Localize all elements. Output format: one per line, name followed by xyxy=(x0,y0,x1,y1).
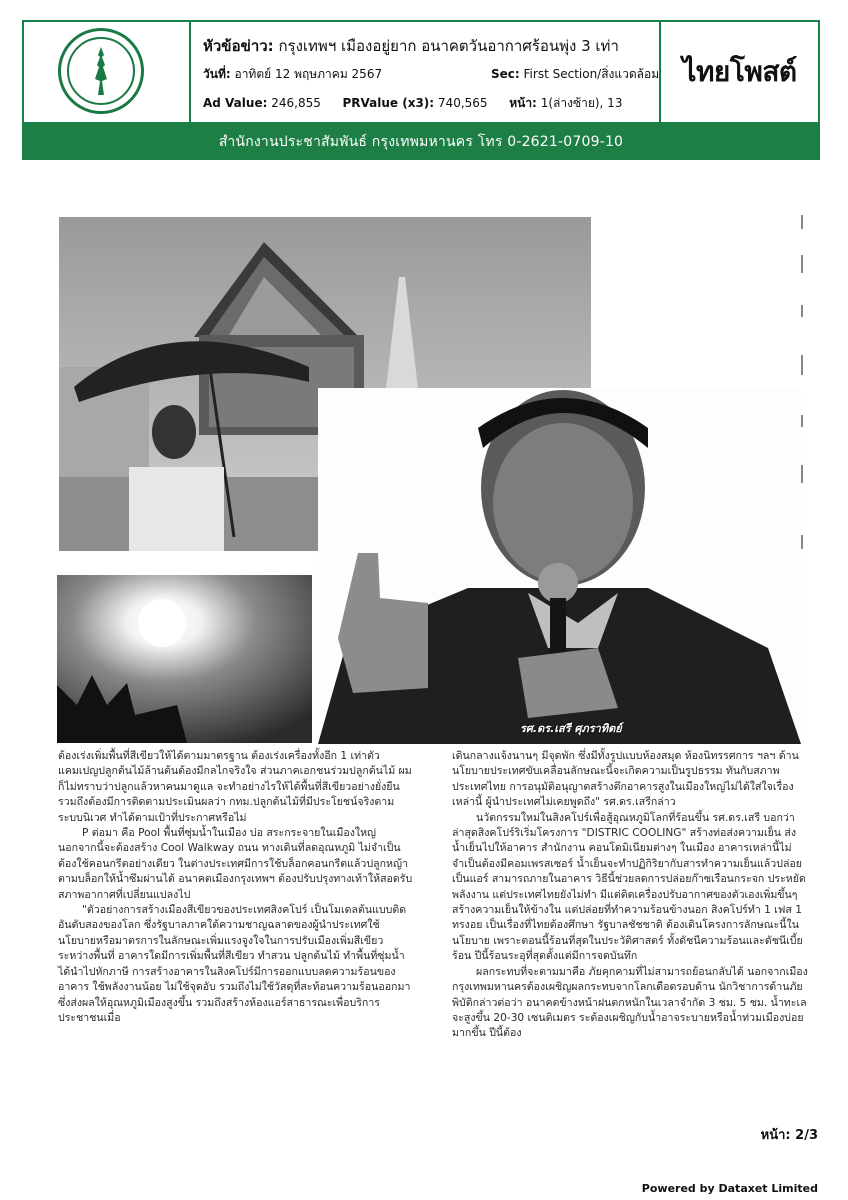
headline-label: หัวข้อข่าว: xyxy=(203,37,274,55)
thaipost-logo: ไทยโพสต์ xyxy=(682,55,797,88)
date-value: อาทิตย์ 12 พฤษภาคม 2567 xyxy=(234,67,383,81)
sec-label: Sec: xyxy=(491,67,520,81)
article-column-right xyxy=(452,749,808,1042)
news-header xyxy=(22,20,820,124)
article-paragraph: ต้องเร่งเพิ่มพื้นที่สีเขียวให้ได้ตามมาตรฐาน ต้องเร่งเครื่องทั้งอีก 1 เท่าตัว แคมเปญปลูกต้นไม้ล้านต้นต้องมีกลไกจริงใจ ส่วนภาคเอกชนร่วมปลูกต้นไม้ ผมก็ไม่ทราบว่าปลูกแล้วหาคนมาดูแล จะทำอย่างไรให้ได้พื้นที่สีเขียวอย่างยั่งยืน รวมถึงต้องมีการติดตามประเมินผลว่า กทม.ปลูกต้นไม้ที่มีประโยชน์จริงตามระบบนิเวศ ทำได้ตามเป้าที่ประกาศหรือไม่ xyxy=(58,750,412,824)
article-paragraph: ผลกระทบที่จะตามมาคือ ภัยคุกคามที่ไม่สามารถย้อนกลับได้ นอกจากเมืองกรุงเทพมหานครต้องเผชิญผลกระทบจากโลกเดือดรอบด้าน นักวิชาการด้านภัยพิบัติกล่าวต่อว่า อนาคตข้างหน้าฝนตกหนักในเวลาจำกัด 3 ชม. 5 ชม. น้ำทะเลจะสูงขึ้น 20-30 เซนติเมตร ระต้องเผชิญกับน้ำอาจระบายหรือน้ำท่วมเมืองบ่อยมากขึ้น ปีนี้ต้อง xyxy=(452,965,808,1040)
sun-glare-photo xyxy=(57,575,312,743)
ad-value: 246,855 xyxy=(271,96,321,110)
deity-figure-icon xyxy=(89,45,113,97)
date-label: วันที่: xyxy=(203,67,231,81)
page-value: 1(ล่างซ้าย), 13 xyxy=(540,96,623,110)
article-paragraph: เดินกลางแจ้งนานๆ มีจุดพัก ซึ่งมีทั้งรูปแบบห้องสมุด ห้องนิทรรศการ ฯลฯ ด้านนโยบายประเทศขับเคลื่อนลักษณะนี้จะเกิดความเป็นรูปธรรม ทันกับสภาพประเทศไทย การอนุมัติอนุญาตสร้างตึกอาคารสูงในเมืองใหญ่ไม่ได้ใส่ใจเรื่องเหล่านี้ ผู้นำประเทศไม่เคยพูดถึง" รศ.ดร.เสรีกล่าว xyxy=(452,750,799,809)
page-edge-marks xyxy=(799,215,805,575)
article-paragraph: "ตัวอย่างการสร้างเมืองสีเขียวของประเทศสิงคโปร์ เป็นโมเดลต้นแบบติดอันดับสองของโลก ซึ่งรัฐบาลภาคใต้ความชาญฉลาดของผู้นำประเทศใช้นโยบายหรือมาตรการในลักษณะเพิ่มแรงจูงใจในการปรับเมืองเพิ่มสีเขียวระหว่างพื้นที่ อาคารใดมีการเพิ่มพื้นที่สีเขียว ทำสวน ปลูกต้นไม้ ทำพื้นที่ซุ่มน้ำ ได้นำไปหักภาษี การสร้างอาคารในสิงคโปร์มีการออกแบบลดความร้อนของอาคาร ใช้พลังงานน้อย ไม่ใช้จุดอับ รวมถึงไม่ใช้วัสดุที่สะท้อนความร้อนออกมา ซึ่งส่งผลให้อุณหภูมิเมืองสูงขึ้น รวมถึงสร้างห้องแอร์สาธารณะเพื่อบริการประชาชนเมื่อ xyxy=(58,904,411,1024)
page-counter: หน้า: 2/3 xyxy=(760,1128,818,1143)
section-info xyxy=(491,65,659,84)
bma-logo-panel xyxy=(24,22,191,122)
headline-text: กรุงเทพฯ เมืองอยู่ยาก อนาคตวันอากาศร้อนพุ่ง 3 เท่า xyxy=(278,37,619,55)
speaker-photo xyxy=(318,388,801,744)
photo-caption: รศ.ดร.เสรี ศุภราทิตย์ xyxy=(520,722,622,735)
article-paragraph: นวัตกรรมใหม่ในสิงคโปร์เพื่อสู้อุณหภูมิโลกที่ร้อนขึ้น รศ.ดร.เสรี บอกว่า ล่าสุดสิงคโปร์ริเริ่มโครงการ "DISTRIC COOLING" สร้างท่อส่งความเย็น ส่งน้ำเย็นไปให้อาคาร สำนักงาน คอนโดมิเนียมต่างๆ ในเมือง อาคารเหล่านี้ไม่จำเป็นต้องมีคอมเพรสเซอร์ น้ำเย็นจะทำปฏิกิริยากับสารทำความเย็นแล้วปล่อยเป็นแอร์ สามารถภายในอาคาร วิธีนี้ช่วยลดการปล่อยก๊าซเรือนกระจก ประหยัดพลังงาน แต่ประเทศไทยยังไม่ทำ มีแต่ติดเครื่องปรับอากาศของตัวเองเพิ่มขึ้นๆ สร้างความเย็นให้ข้างใน แต่ปล่อยที่ทำความร้อนข้างนอก สิงคโปร์ทำ 1 เฟส 1 ทรงอย เป็นเรื่องที่ไทยต้องศึกษา รัฐบาลชัชชาติ ต้องเดินโครงการลักษณะนี้ในนโยบาย เพราะตอนนี้ร้อนที่สุดในประวัติศาสตร์ ทั้งดัชนีความร้อนและดัชนีเบี้ยร้อน ปีนี้ร้อนระอุที่สุดตั้งแต่มีการจดบันทึก xyxy=(452,811,806,963)
headline-row xyxy=(203,34,661,58)
article-paragraph: P ต่อมา คือ Pool พื้นที่ซุ่มน้ำในเมือง บ่อ สระกระจายในเมืองใหญ่ นอกจากนี้จะต้องสร้าง Cool Walkway ถนน ทางเดินที่ลดอุณหภูมิ ไม่จำเป็นต้องใช้คอนกรีตอย่างเดียว ในต่างประเทศมีการใช้บล็อกคอนกรีตแล้วปลูกหญ้าตามบล็อกให้น้ำซึมผ่านได้ อนาคตเมืองกรุงเทพฯ ต้องปรับปรุงทางเท้าให้สอดรับสภาพอากาศที่เปลี่ยนแปลงไป xyxy=(58,827,413,901)
newspaper-brand xyxy=(659,22,818,122)
pr-value: 740,565 xyxy=(437,96,488,110)
value-row xyxy=(203,94,622,113)
office-contact-bar: สำนักงานประชาสัมพันธ์ กรุงเทพมหานคร โทร 0-2621-0709-10 xyxy=(22,124,820,160)
sec-value: First Section/สิ่งแวดล้อม xyxy=(523,67,660,81)
page-label: หน้า: xyxy=(509,96,537,110)
bma-seal-logo xyxy=(58,28,144,114)
pr-value-label: PRValue (x3): xyxy=(342,96,435,110)
ad-value-label: Ad Value: xyxy=(203,96,268,110)
article-column-left xyxy=(58,749,414,1026)
date-row xyxy=(203,65,660,84)
powered-by-credit: Powered by Dataxet Limited xyxy=(641,1182,818,1195)
news-meta xyxy=(191,22,661,122)
